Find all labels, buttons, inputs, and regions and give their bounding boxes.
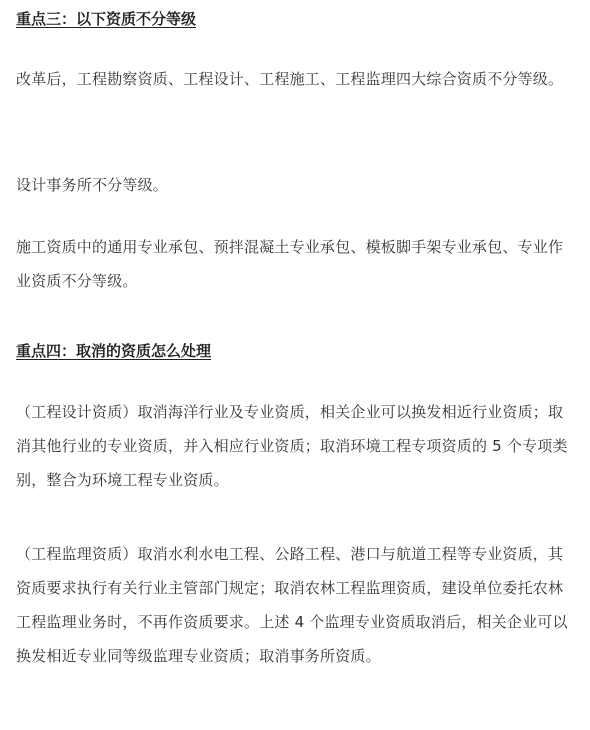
section-heading-3: 重点三：以下资质不分等级 <box>16 10 197 28</box>
paragraph: （工程监理资质）取消水利水电工程、公路工程、港口与航道工程等专业资质，其资质要求执行有关行业主管部门规定；取消农林工程监理资质，建设单位委托农林工程监理业务时，不再作资质要求。上述 4 个监理专业资质取消后，相关企业可以换发相近专业同等级监理专业资质；取消事务所资质。 <box>16 545 568 665</box>
paragraph: 改革后，工程勘察资质、工程设计、工程施工、工程监理四大综合资质不分等级。 <box>16 70 564 88</box>
paragraph: 施工资质中的通用专业承包、预拌混凝土专业承包、模板脚手架专业承包、专业作业资质不分等级。 <box>16 238 564 290</box>
paragraph: （工程设计资质）取消海洋行业及专业资质，相关企业可以换发相近行业资质；取消其他行业的专业资质，并入相应行业资质；取消环境工程专项资质的 5 个专项类别，整合为环境工程专业资质。 <box>16 403 568 489</box>
section-heading-4: 重点四：取消的资质怎么处理 <box>16 342 212 360</box>
paragraph: 设计事务所不分等级。 <box>16 176 169 194</box>
